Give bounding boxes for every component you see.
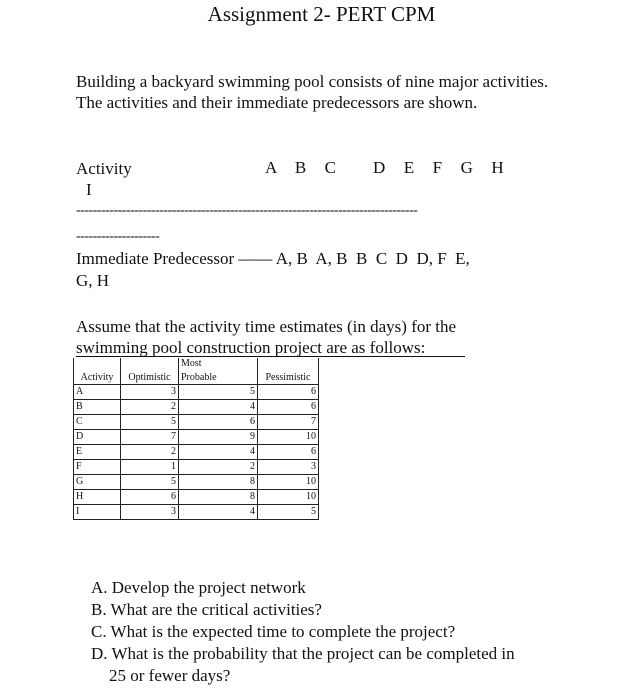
cell-most-probable: 8	[179, 475, 258, 490]
table-row	[74, 415, 319, 430]
time-estimates-table	[73, 358, 319, 520]
text-underline	[76, 356, 465, 357]
cell-optimistic: 1	[121, 460, 179, 475]
cell-optimistic: 5	[121, 475, 179, 490]
cell-most-probable: 2	[179, 460, 258, 475]
predecessor-line-continued: G, H	[76, 271, 110, 290]
cell-activity: F	[74, 460, 121, 475]
cell-activity: G	[74, 475, 121, 490]
cell-most-probable: 9	[179, 430, 258, 445]
cell-optimistic: 2	[121, 400, 179, 415]
cell-most-probable: 6	[179, 415, 258, 430]
assumption-text-continued: swimming pool construction project are as follows:	[76, 338, 426, 357]
questions-list	[91, 577, 515, 687]
table-row	[74, 400, 319, 415]
cell-activity: H	[74, 490, 121, 505]
cell-optimistic: 3	[121, 505, 179, 520]
cell-pessimistic: 10	[258, 475, 319, 490]
predecessor-line: Immediate Predecessor —— A, B A, B B C D D, F E,	[76, 249, 470, 268]
table-row	[74, 385, 319, 400]
assumption-text: Assume that the activity time estimates (in days) for the	[76, 317, 457, 336]
table-row	[74, 460, 319, 475]
cell-activity: A	[74, 385, 121, 400]
question-d-line1: D. What is the probability that the project can be completed in	[91, 644, 515, 663]
cell-pessimistic: 6	[258, 385, 319, 400]
activity-label: Activity	[76, 159, 132, 178]
cell-optimistic: 7	[121, 430, 179, 445]
dashed-separator-short: --------------------	[76, 229, 160, 244]
cell-activity: D	[74, 430, 121, 445]
cell-most-probable: 5	[179, 385, 258, 400]
header-activity: Activity	[74, 370, 121, 385]
question-d	[91, 643, 515, 687]
cell-activity: B	[74, 400, 121, 415]
activity-last-letter: I	[86, 180, 92, 199]
question-c: C. What is the expected time to complete the project?	[91, 622, 456, 641]
cell-pessimistic: 6	[258, 400, 319, 415]
activity-letters: A B C D E F G H	[265, 158, 504, 177]
cell-activity: I	[74, 505, 121, 520]
question-b: B. What are the critical activities?	[91, 600, 322, 619]
cell-most-probable: 4	[179, 505, 258, 520]
header-optimistic: Optimistic	[121, 370, 179, 385]
cell-pessimistic: 5	[258, 505, 319, 520]
cell-pessimistic: 3	[258, 460, 319, 475]
cell-pessimistic: 7	[258, 415, 319, 430]
table-row	[74, 490, 319, 505]
question-a: A. Develop the project network	[91, 578, 306, 597]
cell-optimistic: 2	[121, 445, 179, 460]
header-most: Most	[179, 358, 258, 370]
cell-optimistic: 3	[121, 385, 179, 400]
header-pessimistic: Pessimistic	[258, 370, 319, 385]
dashed-separator: ----------------------------------------------------------------------------------	[76, 203, 418, 218]
table-row	[74, 445, 319, 460]
cell-optimistic: 6	[121, 490, 179, 505]
table-row	[74, 475, 319, 490]
cell-pessimistic: 10	[258, 490, 319, 505]
cell-activity: E	[74, 445, 121, 460]
cell-optimistic: 5	[121, 415, 179, 430]
cell-activity: C	[74, 415, 121, 430]
cell-pessimistic: 6	[258, 445, 319, 460]
intro-paragraph: Building a backyard swimming pool consists of nine major activities. The activities and their immediate predecessors are shown.	[76, 72, 549, 112]
cell-pessimistic: 10	[258, 430, 319, 445]
cell-most-probable: 4	[179, 400, 258, 415]
question-d-line2: 25 or fewer days?	[109, 666, 231, 685]
page-title: Assignment 2- PERT CPM	[207, 2, 436, 26]
cell-most-probable: 4	[179, 445, 258, 460]
table-row	[74, 430, 319, 445]
cell-most-probable: 8	[179, 490, 258, 505]
table-row	[74, 505, 319, 520]
header-probable: Probable	[179, 370, 258, 385]
